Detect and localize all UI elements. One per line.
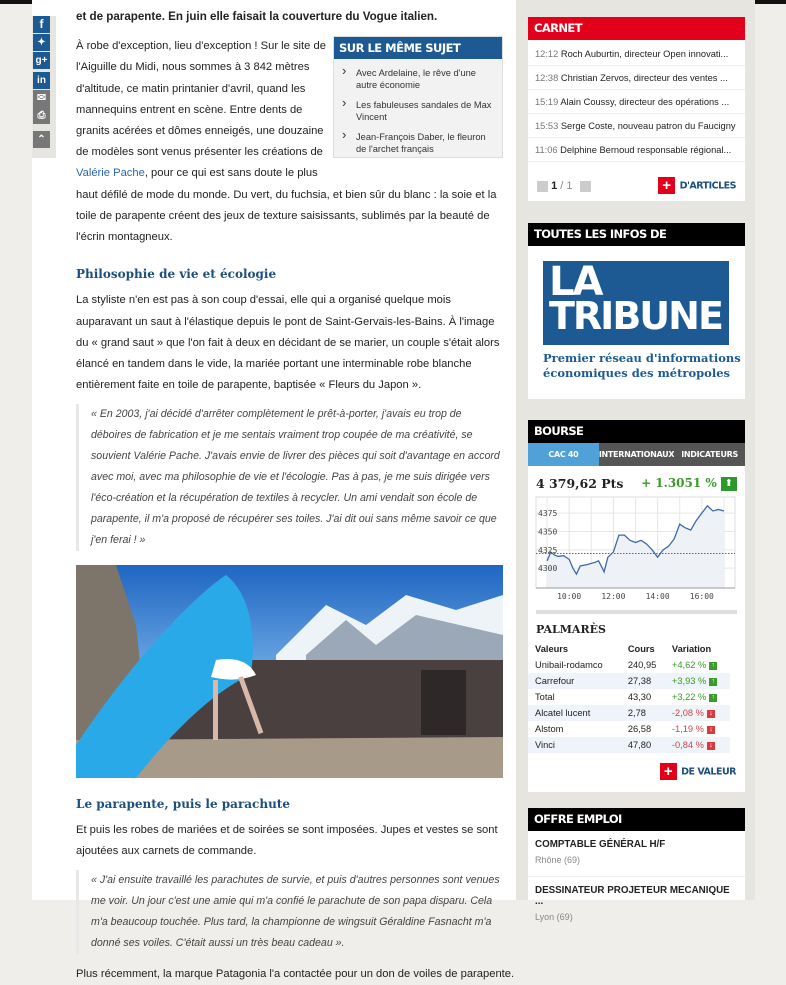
google-plus-icon[interactable]: g+ [33, 52, 50, 69]
palmares-row[interactable]: Alstom 26,58 -1,19 % ↓ [528, 721, 730, 737]
col-header: Variation [671, 644, 712, 654]
next-page-button[interactable] [580, 181, 591, 192]
palmares-row[interactable]: Carrefour 27,38 +3,93 % ↑ [528, 673, 730, 689]
index-value: 4 379,62 Pts [536, 476, 624, 491]
cac40-chart [528, 494, 745, 614]
palmares-row[interactable]: Total 43,30 +3,22 % ↑ [528, 689, 730, 705]
plus-icon: + [658, 177, 675, 194]
paragraph: Plus récemment, la marque Patagonia l'a contactée pour un don de voiles de parapente. [76, 968, 515, 981]
carnet-item[interactable]: 11:06 Delphine Bernoud responsable régional... [528, 138, 745, 162]
up-arrow-icon: ↑ [709, 662, 717, 670]
latribune-widget [528, 223, 745, 399]
related-link[interactable]: › Avec Ardelaine, le rêve d'une autre économie [334, 63, 502, 95]
latribune-logo[interactable]: LA TRIBUNE [543, 261, 729, 345]
carnet-item[interactable]: 12:38 Christian Zervos, directeur des ventes ... [528, 66, 745, 90]
related-articles [333, 36, 503, 158]
more-articles-link[interactable]: + D'ARTICLES [658, 177, 736, 195]
x-tick-label: 14:00 [645, 592, 670, 601]
current-page: 1 [551, 180, 558, 192]
section-heading: Philosophie de vie et écologie [76, 267, 277, 282]
twitter-icon[interactable]: ✦ [33, 34, 50, 51]
y-tick-label: 4375 [538, 509, 558, 519]
paragraph: La styliste n'en est pas à son coup d'essai, elle qui a organisé quelque mois auparavant un saut à l'élastique depuis le pont de Saint-Gervais-les-Bains. À l'image du « grand saut » que l'on fait à deux en décidant de se marier, un couple s'était alors élancé en tandem dans le vide, la mariée portant une interminable robe blanche entièrement faite en toile de parapente, baptisée « Fleurs du Japon ». [76, 294, 500, 392]
tab-cac40[interactable]: CAC 40 [528, 443, 599, 466]
related-link[interactable]: › Les fabuleuses sandales de Max Vincent [334, 95, 502, 127]
down-arrow-icon: ↓ [707, 742, 715, 750]
up-arrow-icon: ⬆ [721, 477, 737, 491]
blockquote: « En 2003, j'ai décidé d'arrêter complètement le prêt-à-porter, j'avais eu trop de déboires de fabrication et je me sentais vraiment trop coupée de ma créativité, se souvient Valérie Pache. J'avais envie de livrer des pièces qui soit d'avantage en accord avec moi, avec ma philosophie de vie et l'écologie. Pas à pas, je me suis dirigée vers l'éco-création et la récupération de textiles à recycler. Un ami vendait son école de parapente, il m'a proposé de récupérer ses toiles. J'ai dit oui sans même savoir ce que j'en ferai ! » [76, 404, 504, 551]
x-tick-label: 10:00 [557, 592, 582, 601]
scroll-top-icon[interactable]: ⌃ [33, 131, 50, 148]
job-item[interactable]: DESSINATEUR PROJETEUR MECANIQUE ... Lyon (69) [528, 877, 745, 934]
related-title: SUR LE MÊME SUJET [334, 37, 502, 59]
palmares-title: PALMARÈS [536, 623, 606, 636]
up-arrow-icon: ↑ [709, 694, 717, 702]
more-values-link[interactable]: + DE VALEUR [660, 763, 736, 781]
section-heading: Le parapente, puis le parachute [76, 797, 290, 812]
carnet-widget [528, 17, 745, 201]
designer-link[interactable]: Valérie Pache [76, 167, 145, 180]
carnet-item[interactable]: 15:53 Serge Coste, nouveau patron du Faucigny [528, 114, 745, 138]
y-tick-label: 4350 [538, 527, 558, 537]
col-header: Cours [627, 644, 655, 654]
emploi-title: OFFRE EMPLOI [528, 808, 745, 831]
up-arrow-icon: ↑ [709, 678, 717, 686]
down-arrow-icon: ↓ [707, 726, 715, 734]
plus-icon: + [660, 763, 677, 780]
print-icon[interactable]: ⎙ [33, 107, 50, 124]
y-tick-label: 4300 [538, 564, 558, 574]
y-tick-label: 4325 [538, 545, 558, 555]
carnet-item[interactable]: 15:19 Alain Coussy, directeur des opérations ... [528, 90, 745, 114]
blockquote: « J'ai ensuite travaillé les parachutes de survie, et puis d'autres personnes sont venues me voir. Un jour c'est une amie qui m'a confié le parachute de son papa disparu. Cela m'a beaucoup touchée. Plus tard, la championne de wingsuit Géraldine Fasnacht m'a donné ses voiles. C'était aussi un très beau cadeau ». [76, 870, 504, 954]
paragraph: À robe d'exception, lieu d'exception ! Sur le site de l'Aiguille du Midi, nous sommes à 3 842 mètres d'altitude, ce matin printanier d'avril, quand les mannequins entrent en scène. Entre dents de granits acérées et dômes enneigés, une douzaine de modèles sont venus présenter les créations de Valérie Pache, pour ce qui est sans doute le plus haut défilé de mode du monde. Du vert, du fuchsia, et bien sûr du blanc : la soie et la toile de parapente créent des jeux de texture saisissants, sublimés par la beauté de l'écrin montagneux. [76, 36, 504, 248]
carnet-item[interactable]: 12:12 Roch Auburtin, directeur Open innovati... [528, 42, 745, 66]
latribune-title: TOUTES LES INFOS DE LATRIBUNE.FR [528, 223, 745, 246]
tab-indicateurs[interactable]: INDICATEURS [674, 443, 745, 466]
emploi-widget [528, 808, 745, 922]
x-tick-label: 16:00 [689, 592, 714, 601]
bourse-title: BOURSE [528, 420, 745, 443]
palmares-row[interactable]: Vinci 47,80 -0,84 % ↓ [528, 737, 730, 753]
job-item[interactable]: COMPTABLE GÉNÉRAL H/F Rhône (69) [528, 831, 745, 877]
palmares-row[interactable]: Unibail-rodamco 240,95 +4,62 % ↑ [528, 657, 730, 673]
down-arrow-icon: ↓ [707, 710, 715, 718]
pagination [537, 180, 591, 192]
latribune-tagline: Premier réseau d'informations économiques des métropoles [543, 351, 741, 380]
x-tick-label: 12:00 [601, 592, 626, 601]
tab-internationaux[interactable]: INTERNATIONAUX [599, 443, 674, 466]
article-lede: et de parapente. En juin elle faisait la couverture du Vogue italien. [76, 10, 438, 23]
share-bar [32, 16, 56, 158]
related-link[interactable]: › Jean-François Daber, le fleuron de l'archet français [334, 127, 502, 159]
palmares-row[interactable]: Alcatel lucent 2,78 -2,08 % ↓ [528, 705, 730, 721]
carnet-title: CARNET [528, 17, 745, 40]
facebook-icon[interactable]: f [33, 16, 50, 33]
email-icon[interactable]: ✉ [33, 90, 50, 107]
paragraph: Et puis les robes de mariées et de soirées se sont imposées. Jupes et vestes se sont ajoutées aux carnets de commande. [76, 823, 498, 857]
linkedin-icon[interactable]: in [33, 72, 50, 89]
index-change: + 1.3051 % ⬆ [641, 476, 737, 491]
bourse-widget [528, 420, 745, 792]
col-header: Valeurs [535, 644, 569, 654]
article-photo [76, 565, 503, 778]
palmares-table [528, 641, 730, 753]
prev-page-button[interactable] [537, 181, 548, 192]
page-count: / 1 [560, 180, 573, 192]
